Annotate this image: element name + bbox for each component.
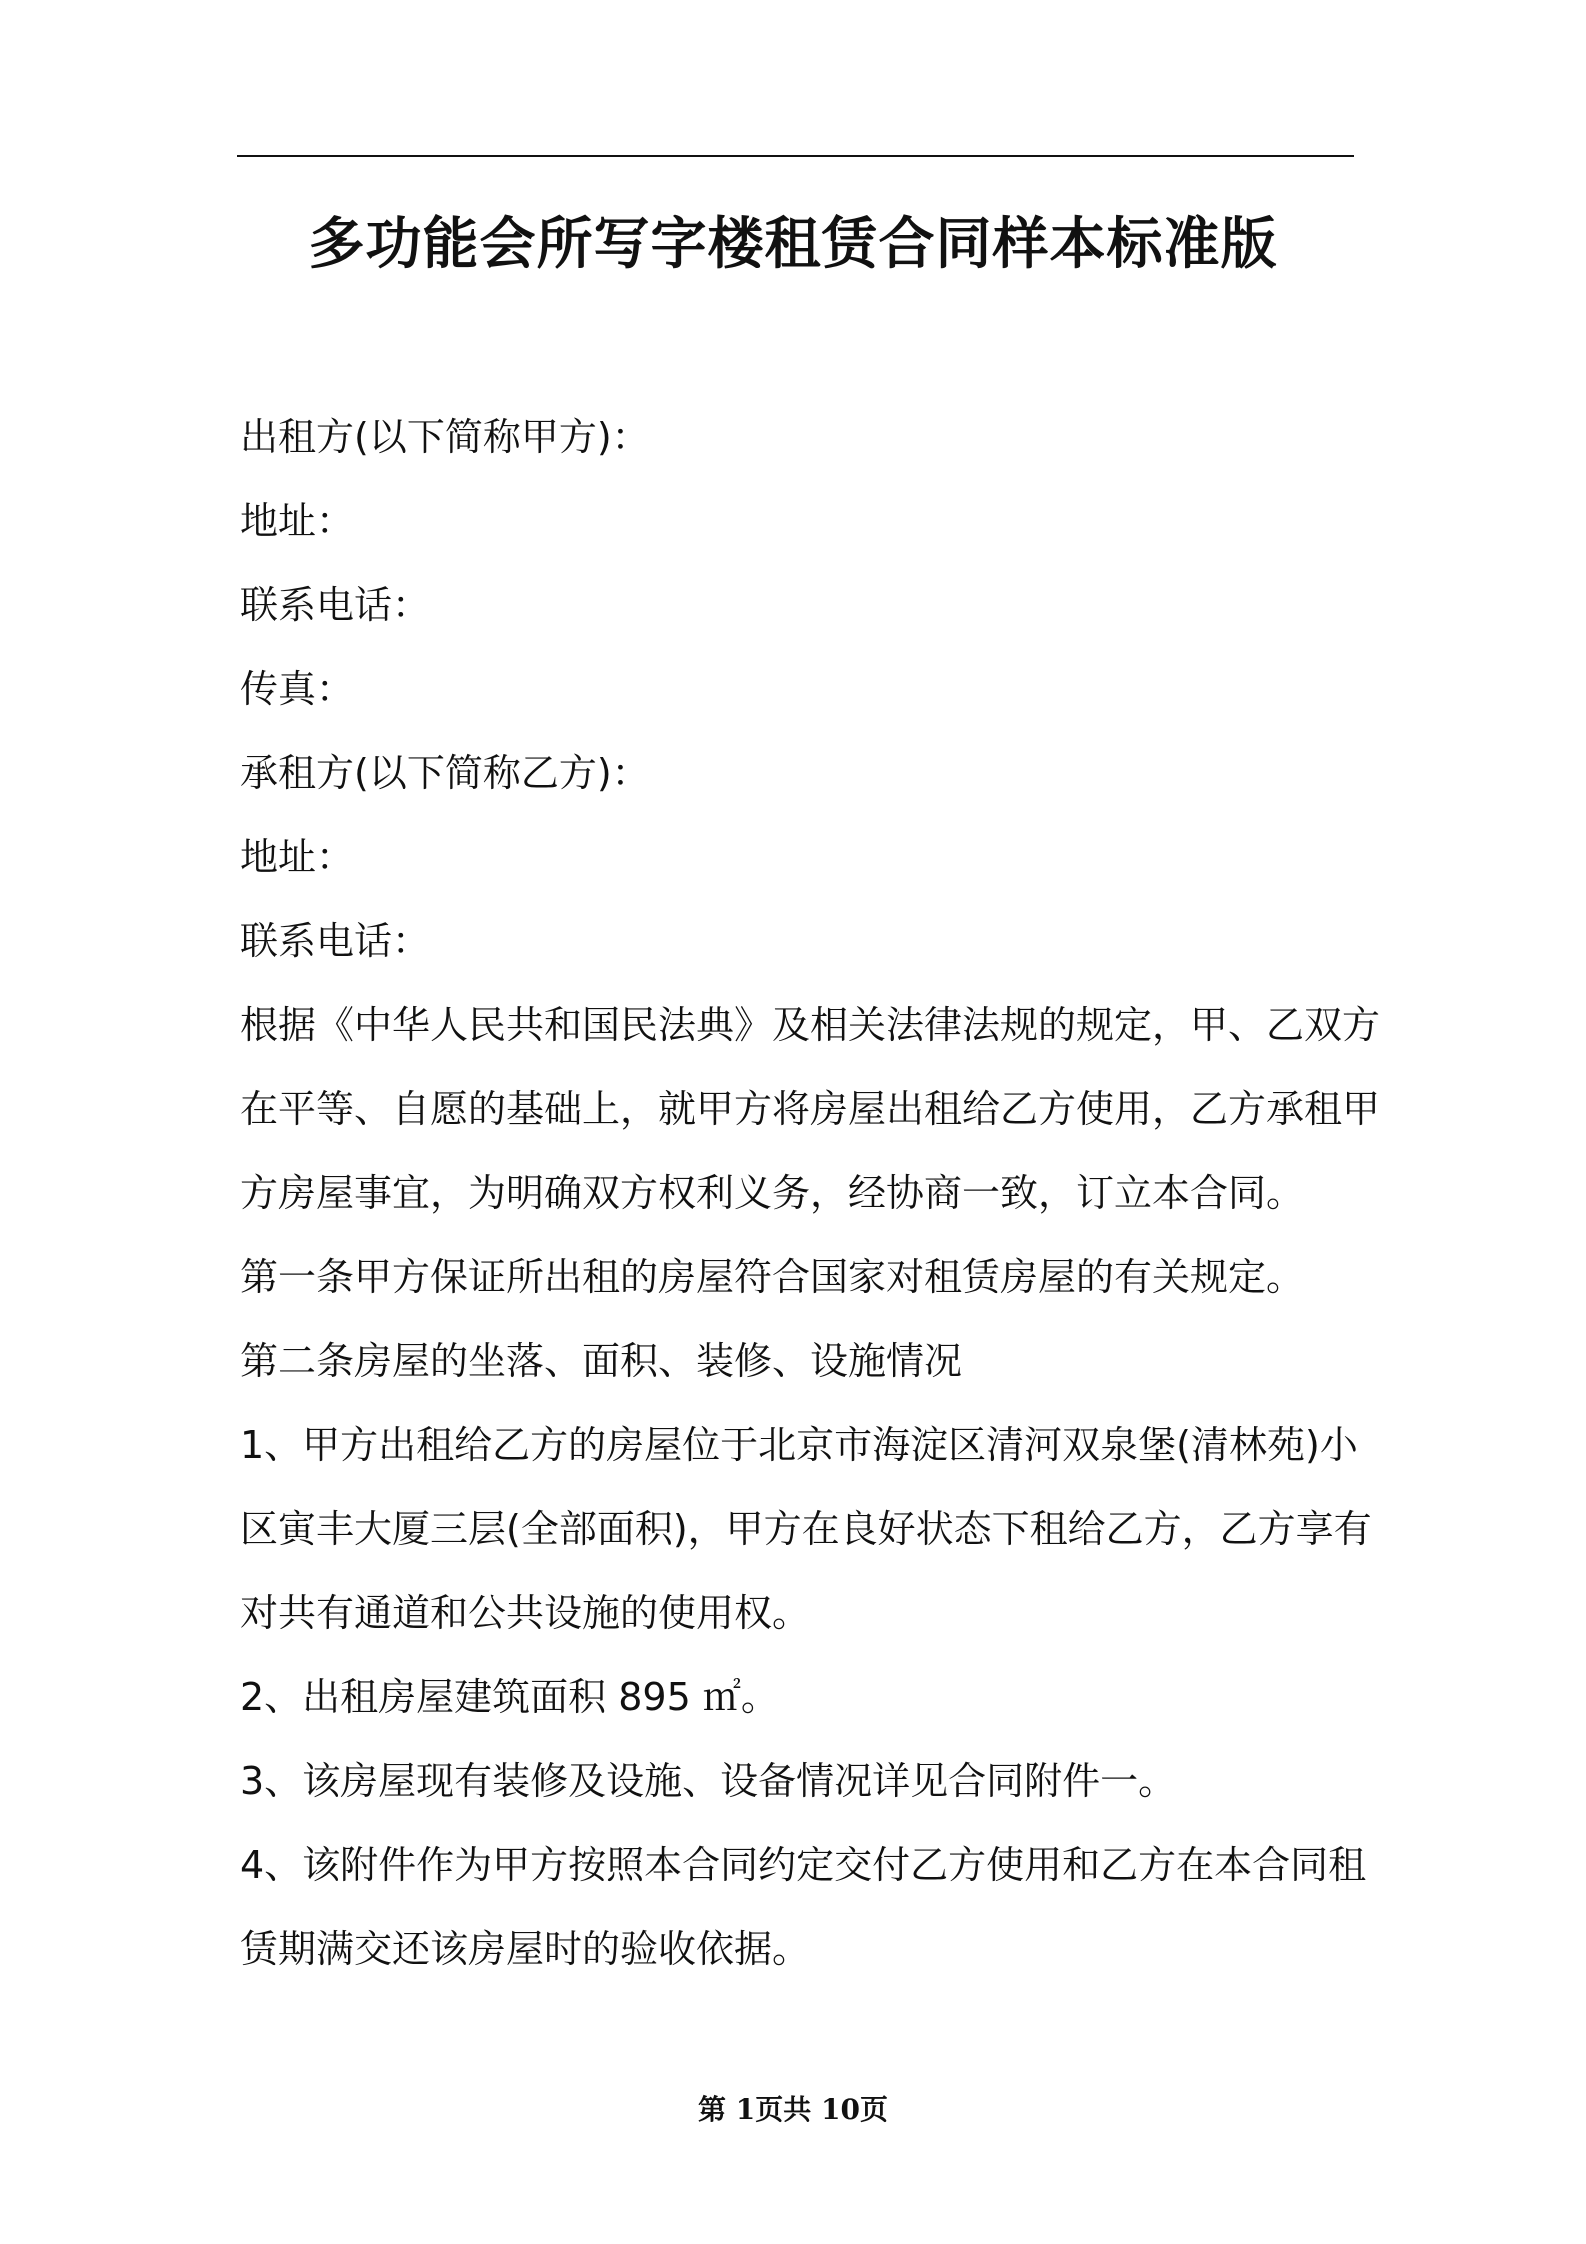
lessor-fax-label: 传真： [240, 667, 355, 711]
clause-4-line: 4、该附件作为甲方按照本合同约定交付乙方使用和乙方在本合同租 [240, 1843, 1367, 1887]
lessor-address-label: 地址： [240, 499, 355, 543]
clause-1-line: 1、甲方出租给乙方的房屋位于北京市海淀区清河双泉堡(清林苑)小 [240, 1423, 1358, 1467]
lessee-phone-label: 联系电话： [240, 919, 431, 963]
clause-3: 3、该房屋现有装修及设施、设备情况详见合同附件一。 [240, 1759, 1177, 1803]
preamble-line: 在平等、自愿的基础上，就甲方将房屋出租给乙方使用，乙方承租甲 [240, 1087, 1381, 1131]
clause-1-line: 区寅丰大厦三层(全部面积)，甲方在良好状态下租给乙方，乙方享有 [240, 1507, 1372, 1551]
clause-1-line: 对共有通道和公共设施的使用权。 [240, 1591, 811, 1635]
header-rule [237, 155, 1354, 157]
lessor-label: 出租方(以下简称甲方)： [240, 415, 650, 459]
lessee-label: 承租方(以下简称乙方)： [240, 751, 650, 795]
document-title: 多功能会所写字楼租赁合同样本标准版 [308, 212, 1278, 277]
lessor-phone-label: 联系电话： [240, 583, 431, 627]
preamble-line: 方房屋事宜，为明确双方权利义务，经协商一致，订立本合同。 [240, 1171, 1305, 1215]
article-one: 第一条甲方保证所出租的房屋符合国家对租赁房屋的有关规定。 [240, 1255, 1305, 1299]
article-two-heading: 第二条房屋的坐落、面积、装修、设施情况 [240, 1339, 963, 1383]
page-number: 第 1页共 10页 [698, 2093, 888, 2126]
clause-2: 2、出租房屋建筑面积 895 ㎡。 [240, 1675, 779, 1719]
preamble-line: 根据《中华人民共和国民法典》及相关法律法规的规定，甲、乙双方 [240, 1003, 1381, 1047]
document-body [240, 395, 1381, 1991]
lessee-address-label: 地址： [240, 835, 355, 879]
clause-4-line: 赁期满交还该房屋时的验收依据。 [240, 1927, 811, 1971]
